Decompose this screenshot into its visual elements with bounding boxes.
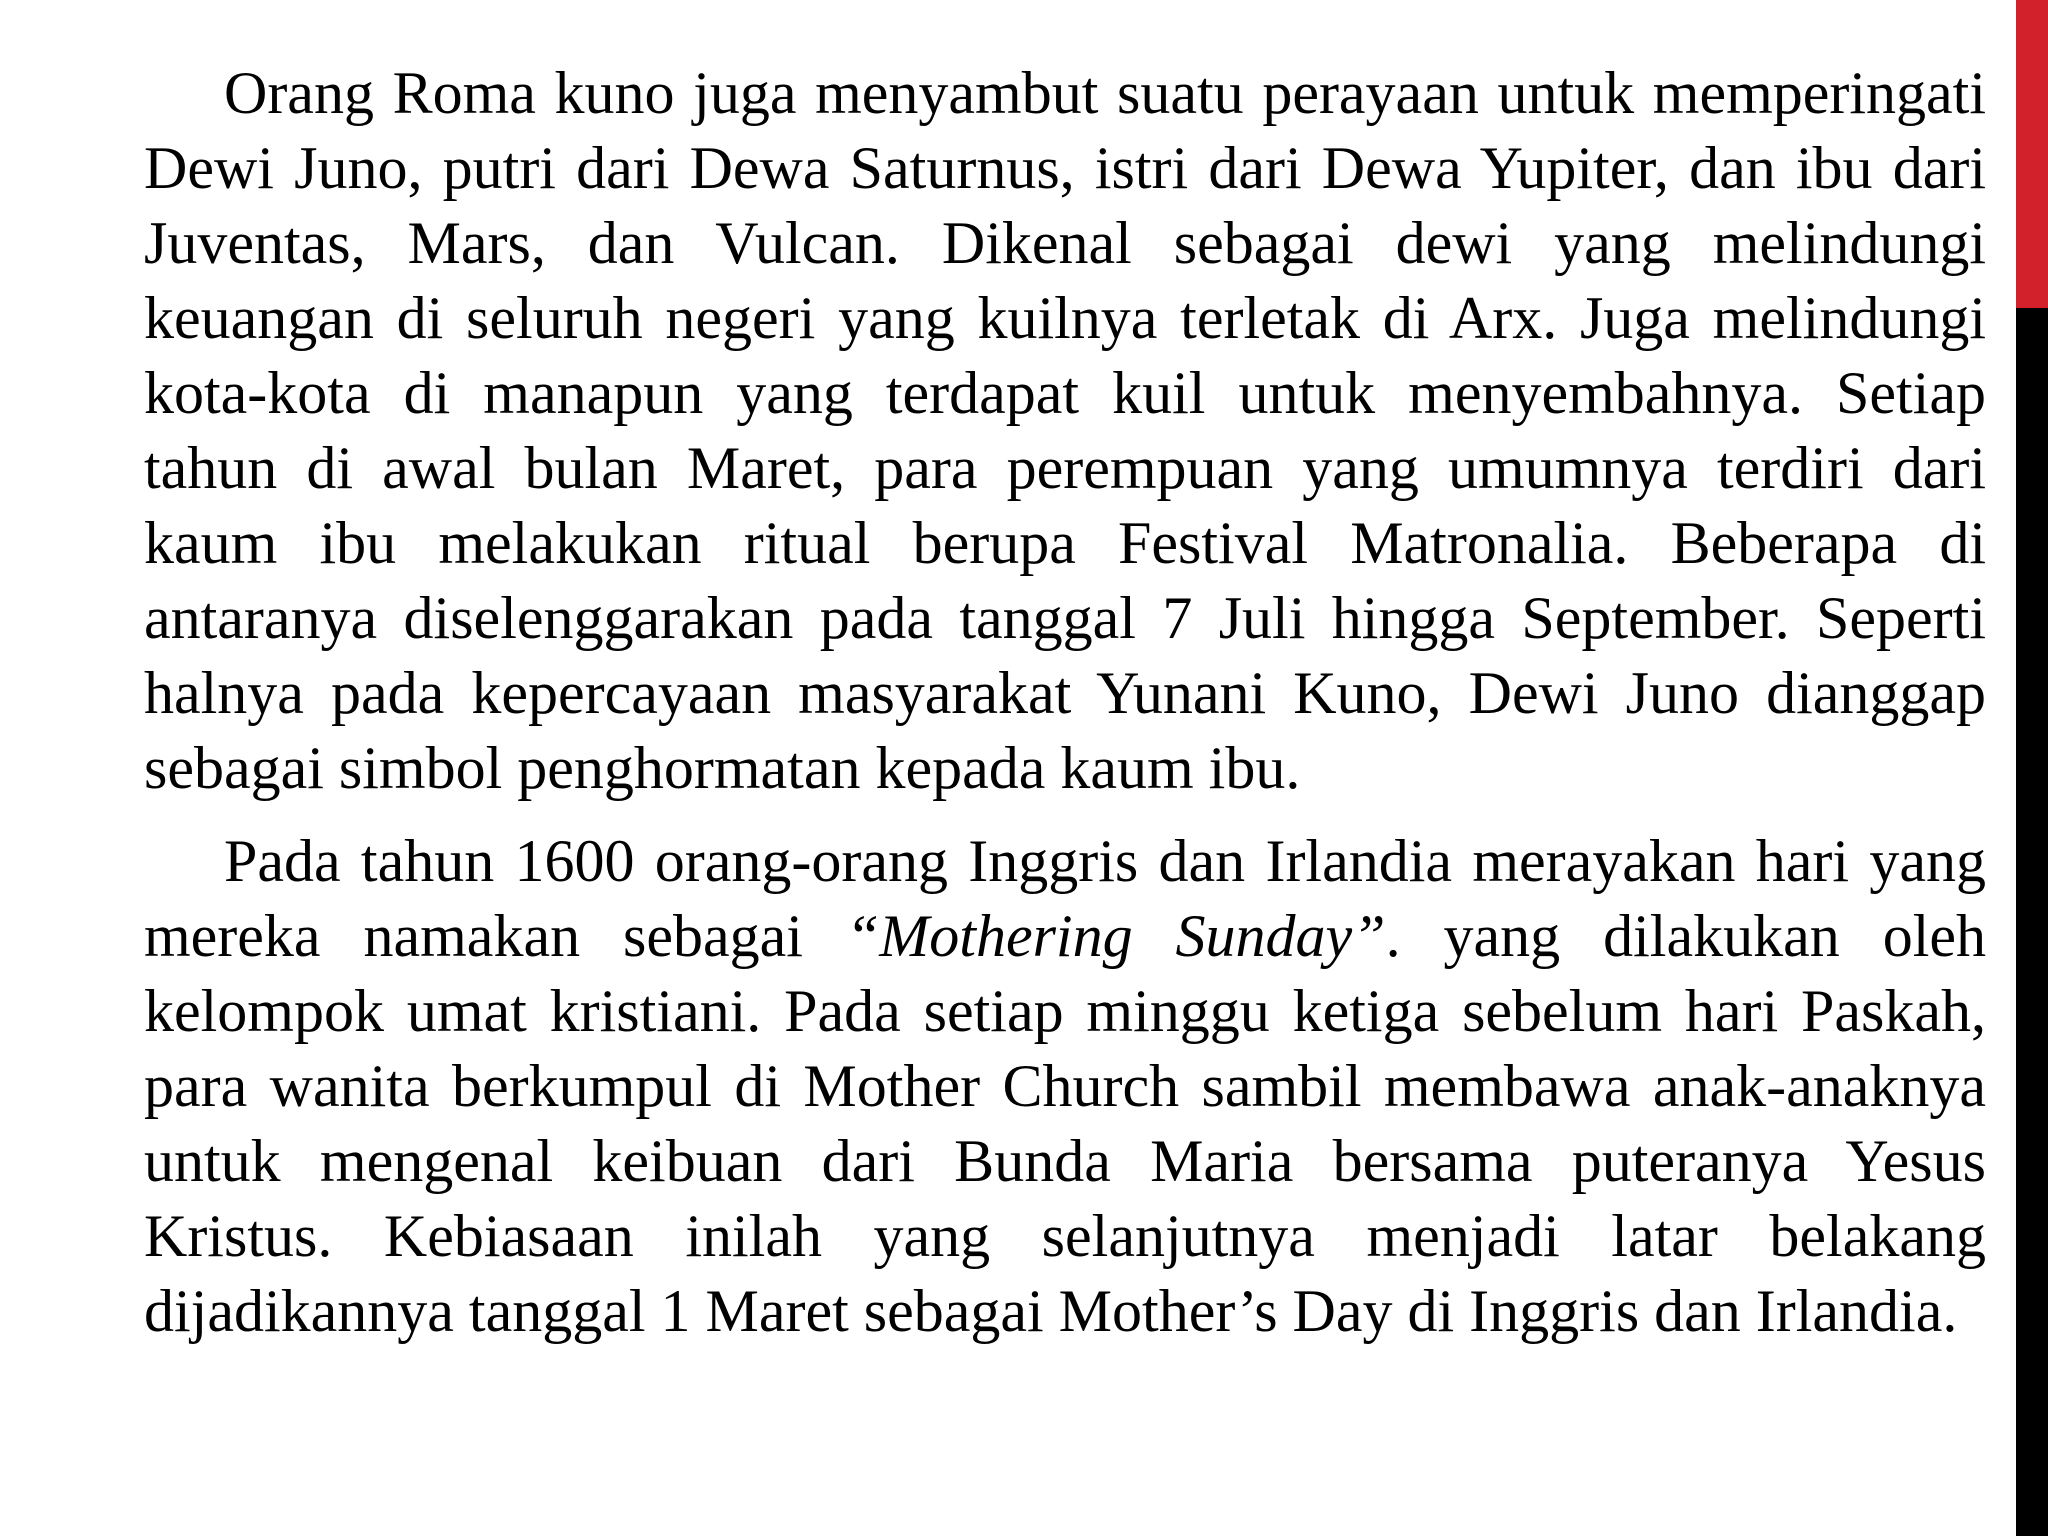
mothering-sunday-term: “Mothering Sunday” — [845, 903, 1386, 969]
side-accent-bar — [2016, 0, 2048, 1536]
paragraph-juno-festival — [144, 56, 1986, 806]
paragraph-juno-festival-text: Orang Roma kuno juga menyambut suatu perayaan untuk memperingati Dewi Juno, putri dari Dewa Saturnus, istri dari Dewa Yupiter, dan ibu dari Juventas, Mars, dan Vulcan. Dikenal sebagai dewi yang melindungi keuangan di seluruh negeri yang kuilnya terletak di Arx. Juga melindungi kota-kota di manapun yang terdapat kuil untuk menyembahnya. Setiap tahun di awal bulan Maret, para perempuan yang umumnya terdiri dari kaum ibu melakukan ritual berupa Festival Matronalia. Beberapa di antaranya diselenggarakan pada tanggal 7 Juli hingga September. Seperti halnya pada kepercayaan masyarakat Yunani Kuno, Dewi Juno dianggap sebagai simbol penghormatan kepada kaum ibu. — [144, 60, 1986, 801]
paragraph-mothering-sunday-text-end: . yang dilakukan oleh kelompok umat kristiani. Pada setiap minggu ketiga sebelum hari Paskah, para wanita berkumpul di Mother Church sambil membawa anak-anaknya untuk mengenal keibuan dari Bunda Maria bersama puteranya Yesus Kristus. Kebiasaan inilah yang selanjutnya menjadi latar belakang dijadikannya tanggal 1 Maret sebagai Mother’s Day di Inggris dan Irlandia. — [144, 903, 1986, 1344]
paragraph-mothering-sunday — [144, 824, 1986, 1349]
paragraph-mothering-sunday-text-start: Pada tahun 1600 orang-orang Inggris dan Irlandia merayakan hari yang mereka namakan sebagai — [144, 828, 1986, 969]
slide-body — [144, 56, 1986, 1349]
side-accent-black-segment — [2016, 308, 2048, 1536]
side-accent-red-segment — [2016, 0, 2048, 308]
